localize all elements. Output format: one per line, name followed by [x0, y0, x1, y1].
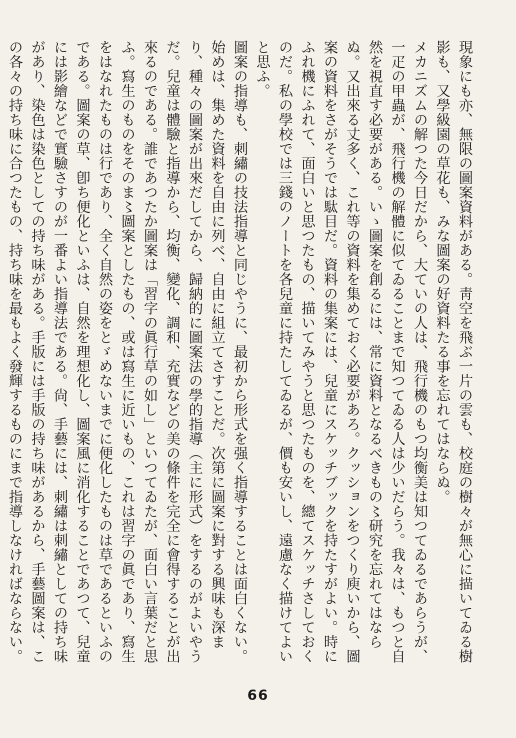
paragraph-3: 圖案の指導も、刺繡の技法指導と同じやうに、最初から形式を强く指導することは面白くない。始めは、集めた資料を自由に列べ、自由に組立てさすことだ。次第に圖案に對する興味も深まり、種々の圖案が出來だしてから、歸納的に圖案法の學的指導（主に形式）をするのがよいやうだ。兒童は體驗と指導から、均衡、變化、調和、充實などの美の條件を完全に會得することが出來るのである。誰であつたか圖案は「習字の眞行草の如し」といつてゐたが、面白い言葉だと思ふ。寫生のものをそのま〻圖案としたもの、或は寫生に近いもの、これは習字の眞であり、寫生をはなれたものは行であり、全く自然の姿をとゞめないまでに便化したものは草であるといふのである。圖案の草、卽ち便化といふは、自然を理想化し、圖案風に消化することであつて、兒童には影繪などで實驗さすのが一番よい指導法である。尙、手藝には、刺繡は刺繡としての持ち味があり、染色は染色としての持ち味がある。手版には手版の持ち味があるから、手藝圖案は、この各々の持ち味に合つたもの、持ち味を最もよく發輝するものにまで指導しなければならない。: [7, 40, 248, 664]
page-number: 66: [247, 688, 269, 704]
vertical-text-block: [7, 40, 476, 670]
paragraph-2: メカニズムの解つた今日だから、大ていの人は、飛行機のもつ均衡美は知つてゐるであらうが、一疋の甲蟲が、飛行機の解體に似てゐることまで知つてゐる人は少いだらう。我々は、もつと自然を視直す必要がある。いゝ圖案を創るには、常に資料となるべきもの〻研究を忘れてはならぬ。又出來る丈多く、これ等の資料を集めておく必要があろ。クッションをつくり庾いから、圖案の資料をさがそうでは駄目だ。資料の集案には、兒童にスケッチブックを持たすがよい。時にふれ機にふれて、面白いと思つたもの、描いてみやうと思つたものを、總てスケッチさしておくのだ。私の學校では三錢のノートを各兒童に持たしてゐるが、價も安いし、遠慮なく描けてよいと思ふ。: [254, 40, 428, 664]
paragraph-1: 現象にも亦、無限の圖案資料がある。靑空を飛ぶ一片の雲も、校庭の樹々が無心に描いてゐる樹影も、又學級園の草花も、みな圖案の好資料たる事を忘れてはならぬ。: [434, 40, 473, 664]
